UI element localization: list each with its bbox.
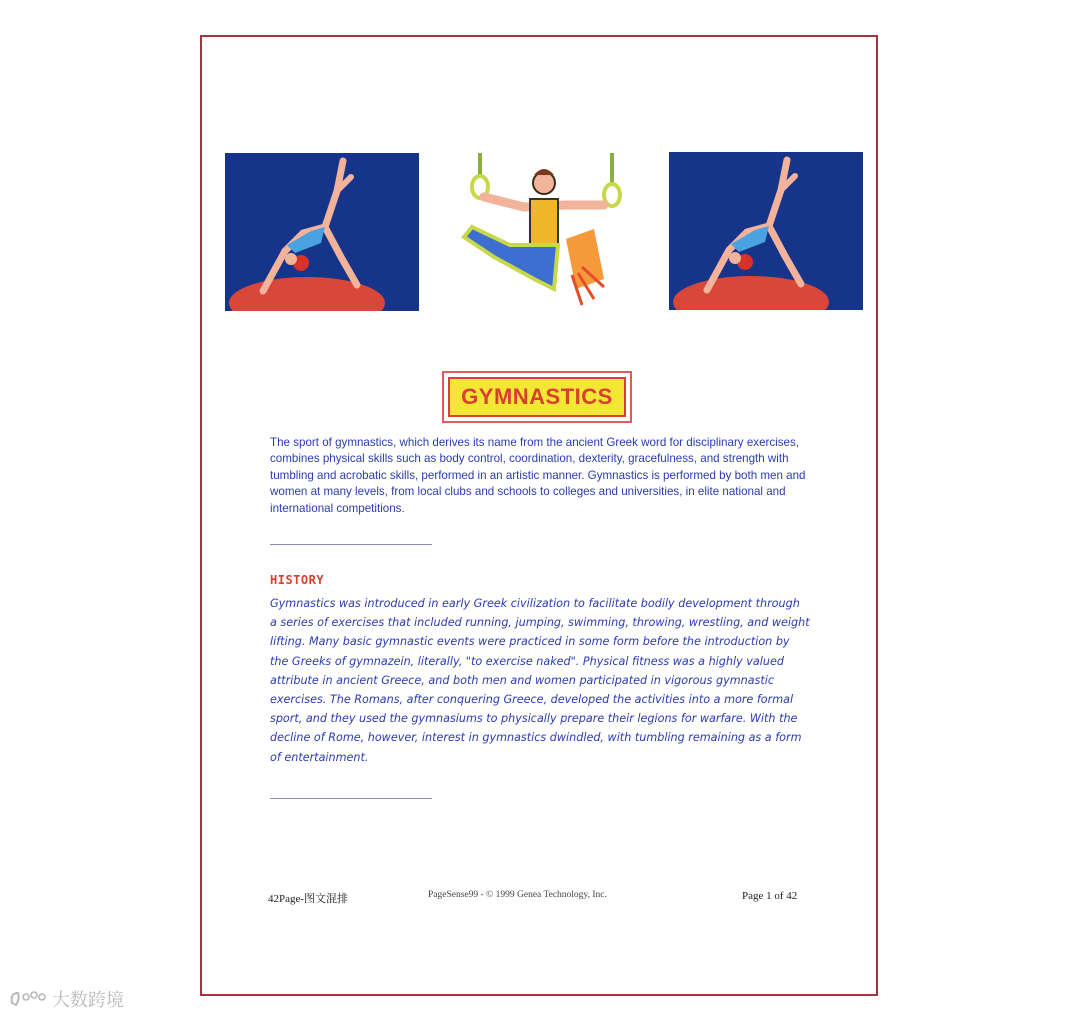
footer-copyright: PageSense99 - © 1999 Genea Technology, Inc. [428,890,607,900]
document-page [200,35,878,996]
history-paragraph: Gymnastics was introduced in early Greek civilization to facilitate bodily development through a series of exercises that included running, jumping, swimming, throwing, wrestling, and weight lifting. Many basic gymnastic events were practiced in some form before the introduction by the Greeks of gymnazein, literally, "to exercise naked". Physical fitness was a highly valued attribute in ancient Greece, and both men and women participated in vigorous gymnastic exercises. The Romans, after conquering Greece, developed the activities into a more formal sport, and they used the gymnasiums to physically prepare their legions for warfare. With the decline of Rome, however, interest in gymnastics dwindled, with tumbling remaining as a form of entertainment. [270,597,810,764]
intro-paragraph: The sport of gymnastics, which derives its name from the ancient Greek word for disciplinary exercises, combines physical skills such as body control, coordination, dexterity, gracefulness, and strength with tumbling and acrobatic skills, performed in an artistic manner. Gymnastics is performed by both men and women at many levels, from local clubs and schools to colleges and universities, in elite national and international competitions. [270,436,806,515]
divider [270,544,432,545]
gymnast-backbend-image-right [669,152,863,310]
rings-gymnast-image [454,149,624,317]
history-heading: HISTORY [270,573,325,587]
title-frame [442,371,632,423]
watermark-text: 大数跨境 [52,990,124,1011]
rings-gymnast-icon [454,149,624,317]
divider [270,798,432,799]
gymnast-backbend-icon [669,152,863,310]
gymnast-backbend-icon [225,153,419,311]
gymnast-backbend-image-left [225,153,419,311]
watermark-logo-icon [8,989,48,1009]
footer-page-number: Page 1 of 42 [742,890,798,902]
watermark [8,986,124,1012]
page-title: GYMNASTICS [448,377,626,417]
footer-left-text: 42Page-图文混排 [268,893,349,905]
